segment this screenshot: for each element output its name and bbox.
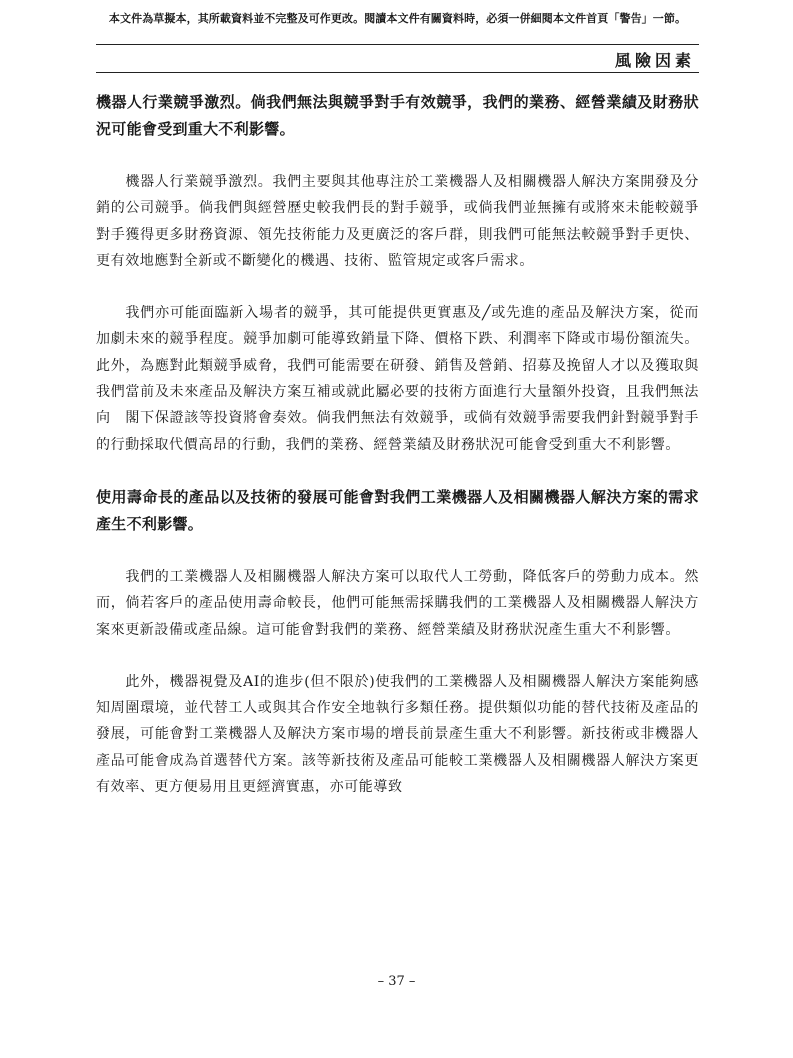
risk-heading-competition: 機器人行業競爭激烈。倘我們無法與競爭對手有效競爭，我們的業務、經營業績及財務狀況可能會受到重大不利影響。	[96, 93, 699, 138]
header-rule-top	[96, 44, 699, 45]
header-rule-bottom	[96, 72, 699, 73]
paragraph: 我們亦可能面臨新入場者的競爭，其可能提供更實惠及╱或先進的產品及解決方案，從而加劇未來的競爭程度。競爭加劇可能導致銷量下降、價格下跌、利潤率下降或市場份額流失。此外，為應對此類競爭威脅，我們可能需要在研發、銷售及營銷、招募及挽留人才以及獲取與我們當前及未來產品及解決方案互補或就此屬必要的技術方面進行大量額外投資，且我們無法向 閣下保證該等投資將會奏效。倘我們無法有效競爭，或倘有效競爭需要我們針對競爭對手的行動採取代價高昂的行動，我們的業務、經營業績及財務狀況可能會受到重大不利影響。	[96, 305, 699, 453]
paragraph: 我們的工業機器人及相關機器人解決方案可以取代人工勞動，降低客戶的勞動力成本。然而，倘若客戶的產品使用壽命較長，他們可能無需採購我們的工業機器人及相關機器人解決方案來更新設備或產品線。這可能會對我們的業務、經營業績及財務狀況產生重大不利影響。	[96, 568, 699, 638]
section-title: 風險因素	[614, 51, 695, 70]
page-number: – 37 –	[377, 974, 416, 989]
paragraph: 機器人行業競爭激烈。我們主要與其他專注於工業機器人及相關機器人解決方案開發及分銷的公司競爭。倘我們與經營歷史較我們長的對手競爭，或倘我們並無擁有或將來未能較競爭對手獲得更多財務資源、領先技術能力及更廣泛的客戶群，則我們可能無法較競爭對手更快、更有效地應對全新或不斷變化的機遇、技術、監管規定或客戶需求。	[96, 174, 699, 269]
draft-notice: 本文件為草擬本，其所載資料並不完整及可作更改。閱讀本文件有關資料時，必須一併細閱本文件首頁「警告」一節。	[108, 12, 687, 25]
paragraph: 此外，機器視覺及AI的進步(但不限於)使我們的工業機器人及相關機器人解決方案能夠感知周圍環境，並代替工人或與其合作安全地執行多類任務。提供類似功能的替代技術及產品的發展，可能會對工業機器人及解決方案市場的增長前景產生重大不利影響。新技術或非機器人產品可能會成為首選替代方案。該等新技術及產品可能較工業機器人及相關機器人解決方案更有效率、更方便易用且更經濟實惠，亦可能導致	[96, 673, 699, 796]
document-body	[96, 89, 699, 800]
risk-heading-product-lifespan: 使用壽命長的產品以及技術的發展可能會對我們工業機器人及相關機器人解決方案的需求產生不利影響。	[96, 487, 699, 533]
